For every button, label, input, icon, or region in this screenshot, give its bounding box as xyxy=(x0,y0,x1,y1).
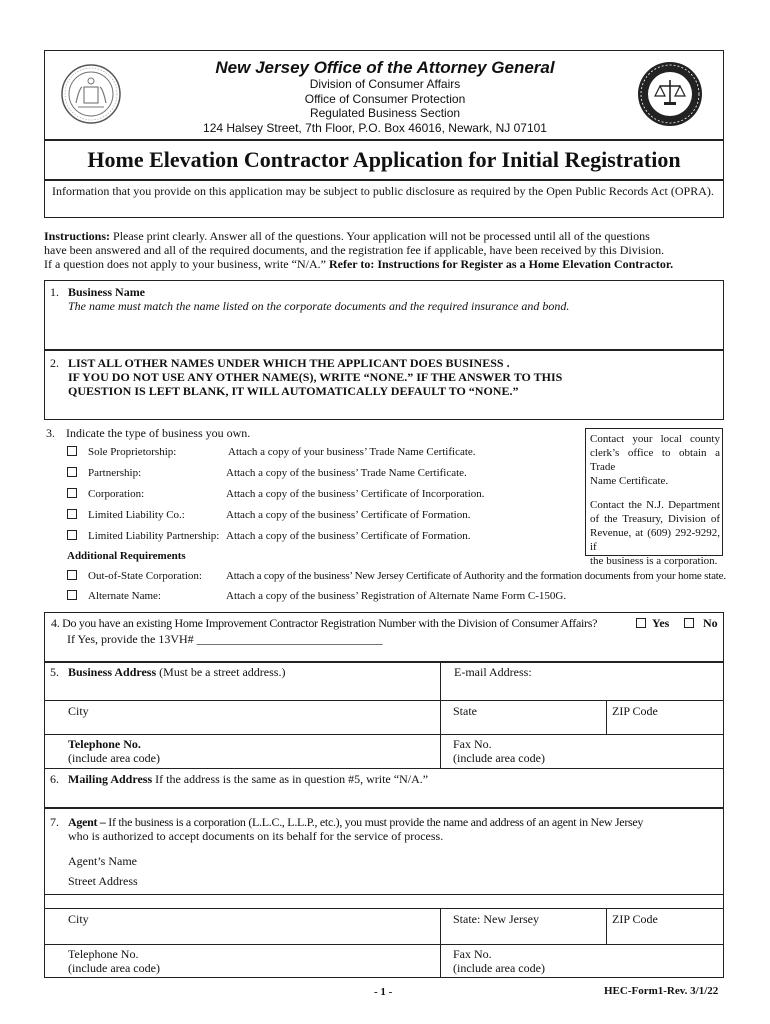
q6-number: 6. xyxy=(50,772,59,786)
option-out-of-state: Out-of-State Corporation: xyxy=(88,570,202,582)
q7-telephone-field[interactable]: Telephone No. xyxy=(68,947,139,961)
instructions-label: Instructions: xyxy=(44,229,111,243)
q5-telephone-note: (include area code) xyxy=(68,751,160,765)
side-note-p2-l2: of the Treasury, Division of xyxy=(590,513,720,525)
side-note-p1-l1: Contact your local county xyxy=(590,433,720,445)
side-note-p2-l4: the business is a corporation. xyxy=(590,555,718,567)
q7-line-2: who is authorized to accept documents on its behalf for the service of process. xyxy=(68,829,444,843)
instructions-line-2: have been answered and all of the required documents, and the registration fee if applicable, have been received by this Division. xyxy=(44,243,665,257)
side-note-p2-l3: Revenue, at (609) 292-9292, if xyxy=(590,527,720,553)
q7-telephone-note: (include area code) xyxy=(68,961,160,975)
side-note-p2-l1: Contact the N.J. Department xyxy=(590,499,720,511)
q2-line-1: LIST ALL OTHER NAMES UNDER WHICH THE APPLICANT DOES BUSINESS . xyxy=(68,356,510,370)
attach-llp: Attach a copy of the business’ Certificate of Formation. xyxy=(226,530,471,542)
option-partnership: Partnership: xyxy=(88,467,142,479)
q5-number: 5. xyxy=(50,665,59,679)
q7-state-field[interactable]: State: New Jersey xyxy=(453,912,539,926)
q7-number: 7. xyxy=(50,815,59,829)
q3-number: 3. xyxy=(46,426,55,440)
side-note-p1-l2: clerk’s office to obtain a Trade xyxy=(590,447,720,473)
page-title: Home Elevation Contractor Application for Initial Registration xyxy=(87,147,681,172)
q5-label-note: (Must be a street address.) xyxy=(159,665,286,679)
q7-line-1 xyxy=(68,815,643,830)
instructions-line-3 xyxy=(44,257,673,272)
opra-notice: Information that you provide on this application may be subject to public disclosure as required by the Open Public Records Act (OPRA). xyxy=(52,184,714,198)
q7-zip-field[interactable]: ZIP Code xyxy=(612,912,658,926)
office-consumer-protection: Office of Consumer Protection xyxy=(304,92,466,106)
q2-line-3: QUESTION IS LEFT BLANK, IT WILL AUTOMATICALLY DEFAULT TO “NONE.” xyxy=(68,384,519,398)
q2-number: 2. xyxy=(50,356,59,370)
q5-zip-field[interactable]: ZIP Code xyxy=(612,704,658,718)
q5-city-field[interactable]: City xyxy=(68,704,89,718)
q4-no-label: No xyxy=(703,616,718,630)
q7-city-field[interactable]: City xyxy=(68,912,89,926)
q4-13vh-field[interactable]: If Yes, provide the 13VH# _______________________________ xyxy=(67,632,383,646)
side-note xyxy=(590,432,720,568)
q1-box[interactable] xyxy=(44,280,724,350)
checkbox-alternate-name[interactable] xyxy=(67,590,77,600)
instructions-line-1 xyxy=(44,229,650,244)
office-address: 124 Halsey Street, 7th Floor, P.O. Box 46016, Newark, NJ 07101 xyxy=(203,121,547,135)
side-note-p1-l3: Name Certificate. xyxy=(590,475,669,487)
checkbox-partnership[interactable] xyxy=(67,467,77,477)
instructions-text-1: Please print clearly. Answer all of the questions. Your application will not be processed until all of the questions xyxy=(113,229,650,243)
attach-sole-proprietorship: Attach a copy of your business’ Trade Name Certificate. xyxy=(228,446,476,458)
q4-yes-label: Yes xyxy=(652,616,670,630)
q3-label: Indicate the type of business you own. xyxy=(66,426,251,440)
q4-no-checkbox[interactable] xyxy=(684,618,694,628)
q7-fax-field[interactable]: Fax No. xyxy=(453,947,492,961)
q1-note: The name must match the name listed on the corporate documents and the required insurance and bond. xyxy=(68,299,570,313)
q6-mailing-address[interactable] xyxy=(68,772,428,787)
instructions-text-3: If a question does not apply to your business, write “N/A.” xyxy=(44,257,326,271)
attach-out-of-state: Attach a copy of the business’ New Jersey Certificate of Authority and the formation documents from your home state. xyxy=(226,570,726,582)
form-revision: HEC-Form1-Rev. 3/1/22 xyxy=(604,985,719,997)
office-name: New Jersey Office of the Attorney General xyxy=(215,58,555,77)
q6-note: If the address is the same as in question #5, write “N/A.” xyxy=(155,772,429,786)
q5-fax-note: (include area code) xyxy=(453,751,545,765)
attach-partnership: Attach a copy of the business’ Trade Name Certificate. xyxy=(226,467,467,479)
page-number: - 1 - xyxy=(374,986,393,998)
option-alternate-name: Alternate Name: xyxy=(88,590,161,602)
q7-agent-name-field[interactable]: Agent’s Name xyxy=(68,854,137,868)
q7-label: Agent – xyxy=(68,815,106,829)
q7-street-field[interactable]: Street Address xyxy=(68,874,138,888)
checkbox-llp[interactable] xyxy=(67,530,77,540)
q4-yes-checkbox[interactable] xyxy=(636,618,646,628)
q5-email-field[interactable]: E-mail Address: xyxy=(454,665,532,679)
q1-label: Business Name xyxy=(68,285,146,299)
checkbox-corporation[interactable] xyxy=(67,488,77,498)
q2-line-2: IF YOU DO NOT USE ANY OTHER NAME(S), WRITE “NONE.” IF THE ANSWER TO THIS xyxy=(68,370,563,384)
instructions-refer: Refer to: Instructions for Register as a Home Elevation Contractor. xyxy=(328,257,674,271)
checkbox-sole-proprietorship[interactable] xyxy=(67,446,77,456)
q5-business-address[interactable] xyxy=(68,665,285,680)
q4-question: 4. Do you have an existing Home Improvement Contractor Registration Number with the Division of Consumer Affairs? xyxy=(51,616,598,630)
attach-llc: Attach a copy of the business’ Certificate of Formation. xyxy=(226,509,471,521)
checkbox-llc[interactable] xyxy=(67,509,77,519)
option-llc: Limited Liability Co.: xyxy=(88,509,185,521)
option-llp: Limited Liability Partnership: xyxy=(88,530,220,542)
division-name: Division of Consumer Affairs xyxy=(309,77,461,91)
attach-alternate-name: Attach a copy of the business’ Registration of Alternate Name Form C-150G. xyxy=(226,590,567,602)
option-sole-proprietorship: Sole Proprietorship: xyxy=(88,446,177,458)
q7-fax-note: (include area code) xyxy=(453,961,545,975)
q5-telephone-field[interactable]: Telephone No. xyxy=(68,737,141,751)
additional-requirements-label: Additional Requirements xyxy=(67,550,186,562)
q5-fax-field[interactable]: Fax No. xyxy=(453,737,492,751)
q5-label: Business Address xyxy=(68,665,157,679)
q1-number: 1. xyxy=(50,285,59,299)
option-corporation: Corporation: xyxy=(88,488,145,500)
checkbox-out-of-state[interactable] xyxy=(67,570,77,580)
attach-corporation: Attach a copy of the business’ Certificate of Incorporation. xyxy=(226,488,485,500)
q6-label: Mailing Address xyxy=(68,772,153,786)
section-name: Regulated Business Section xyxy=(309,106,461,120)
q5-state-field[interactable]: State xyxy=(453,704,477,718)
q7-text-1: If the business is a corporation (L.L.C., L.L.P., etc.), you must provide the name and address of an agent in New Jersey xyxy=(108,815,644,829)
